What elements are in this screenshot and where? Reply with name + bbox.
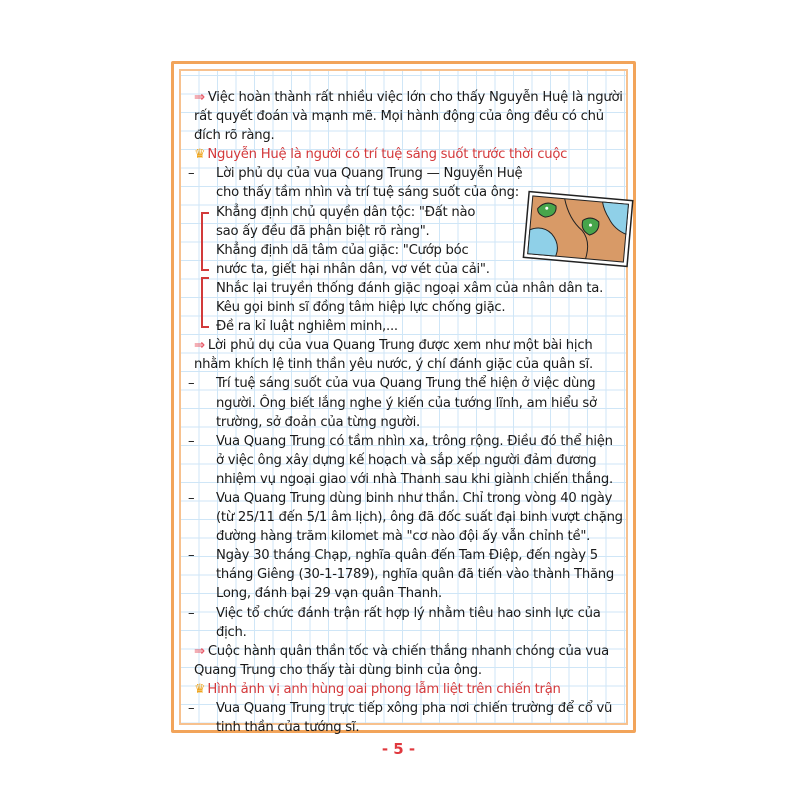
- double-arrow-icon: ⇒: [194, 338, 205, 354]
- page-content: [188, 88, 624, 737]
- bullet-item: – Vua Quang Trung trực tiếp xông pha nơi chiến trường để cổ vũ tinh thần của tướng sĩ.: [188, 701, 613, 736]
- bullet-text: Lời phủ dụ của vua Quang Trung — Nguyễn Huệ cho thấy tầm nhìn và trí tuệ sáng suốt của ông:: [216, 166, 523, 201]
- bullet-item: – Trí tuệ sáng suốt của vua Quang Trung thể hiện ở việc dùng người. Ông biết lắng nghe ý kiến của tướng lĩnh, am hiểu sở trường, sở đoản của từng người.: [188, 376, 597, 430]
- paragraph-text: Cuộc hành quân thần tốc và chiến thắng nhanh chóng của vua Quang Trung cho thấy tài dùng binh của ông.: [194, 643, 609, 678]
- crown-icon: ♛: [194, 147, 206, 163]
- brace-item: Nhắc lại truyền thống đánh giặc ngoại xâm của nhân dân ta.: [216, 280, 604, 296]
- section-heading: [194, 145, 624, 164]
- crown-icon: ♛: [194, 681, 206, 697]
- brace-item: Khẳng định dã tâm của giặc: "Cướp bóc nước ta, giết hại nhân dân, vơ vét của cải".: [216, 242, 490, 277]
- brace-item: Đề ra kỉ luật nghiêm minh,...: [216, 319, 398, 335]
- brace-list: [194, 279, 636, 336]
- dash: –: [188, 166, 195, 182]
- bullet-item: – Vua Quang Trung dùng binh như thần. Chỉ trong vòng 40 ngày (từ 25/11 đến 5/1 âm lịch), ông đã đốc suất đại binh vượt chặng đường hàng trăm kilomet mà "cơ nào đội ấy vẫn chỉnh tề".: [188, 490, 623, 545]
- paragraph: [194, 642, 624, 680]
- brace-list: [194, 203, 516, 279]
- brace-line: [201, 277, 209, 328]
- paragraph: [194, 336, 624, 374]
- double-arrow-icon: ⇒: [194, 643, 205, 659]
- heading-text: Nguyễn Huệ là người có trí tuệ sáng suốt trước thời cuộc: [207, 147, 568, 163]
- paragraph: [194, 88, 624, 145]
- brace-item: Khẳng định chủ quyền dân tộc: "Đất nào sao ấy đều đã phân biệt rõ ràng".: [216, 204, 476, 239]
- bullet-item: – Ngày 30 tháng Chạp, nghĩa quân đến Tam Điệp, đến ngày 5 tháng Giêng (30-1-1789), nghĩa quân đã tiến vào thành Thăng Long, đánh bại 29 vạn quân Thanh.: [188, 548, 615, 602]
- bullet-item: [188, 164, 541, 202]
- brace-line: [201, 212, 209, 271]
- double-arrow-icon: ⇒: [194, 90, 205, 105]
- brace-item: Kêu gọi binh sĩ đồng tâm hiệp lực chống giặc.: [216, 300, 506, 316]
- paragraph-text: Việc hoàn thành rất nhiều việc lớn cho thấy Nguyễn Huệ là người rất quyết đoán và mạnh mẽ. Mọi hành động của ông đều có chủ đích rõ ràng.: [194, 90, 623, 144]
- bullet-item: – Vua Quang Trung có tầm nhìn xa, trông rộng. Điều đó thể hiện ở việc ông xây dựng kế hoạch và sắp xếp người đảm đương nhiệm vụ ngoại giao với nhà Thanh sau khi giành chiến thắng.: [188, 433, 613, 487]
- section-heading: [194, 680, 624, 699]
- bullet-item: – Việc tổ chức đánh trận rất hợp lý nhằm tiêu hao sinh lực của địch.: [188, 605, 601, 640]
- paragraph-text: Lời phủ dụ của vua Quang Trung được xem như một bài hịch nhằm khích lệ tinh thần yêu nước, ý chí đánh giặc của quân sĩ.: [194, 338, 593, 373]
- heading-text: Hình ảnh vị anh hùng oai phong lẫm liệt trên chiến trận: [207, 681, 561, 697]
- page-number: - 5 -: [381, 740, 416, 758]
